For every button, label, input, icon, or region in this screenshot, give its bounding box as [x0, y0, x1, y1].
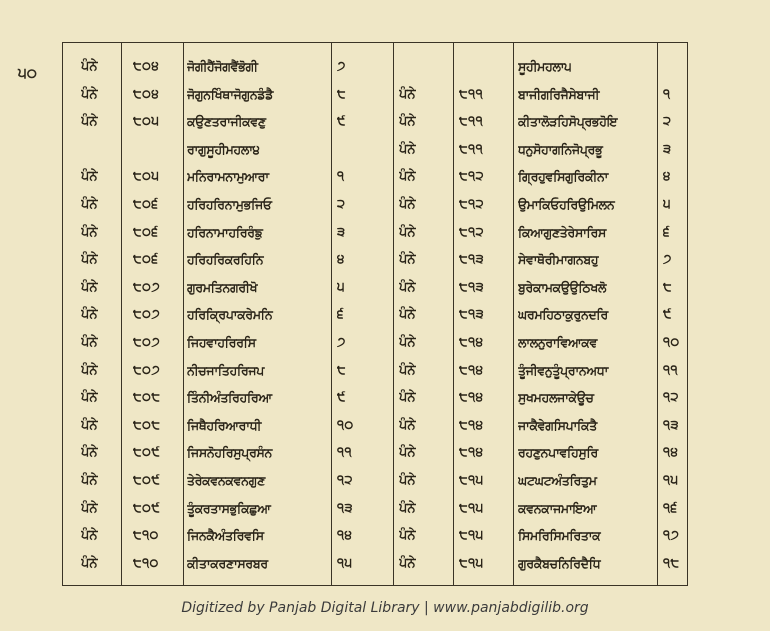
cell-r1: ਪੰਨੇ — [399, 197, 416, 212]
table-row — [63, 193, 687, 217]
cell-r1: ਪੰਨੇ — [399, 500, 416, 516]
cell-l2: ੮੦੪ — [133, 86, 160, 102]
cell-l3: ਜੋਗੀਹੈਂਜੋਗਵੈਂਭੋਗੀ — [187, 59, 258, 74]
cell-l1: ਪੰਨੇ — [81, 59, 98, 74]
cell-l1: ਪੰਨੇ — [81, 169, 98, 185]
table-row — [63, 497, 687, 521]
cell-r1: ਪੰਨੇ — [399, 224, 416, 240]
cell-l1: ਪੰਨੇ — [81, 114, 98, 130]
cell-r3: ਸੇਵਾਥੋਰੀਮਾਗਨਬਹੁ — [518, 252, 599, 268]
cell-l1: ਪੰਨੇ — [81, 307, 98, 323]
cell-r1: ਪੰਨੇ — [399, 390, 416, 406]
cell-r1: ਪੰਨੇ — [399, 528, 416, 544]
cell-l2: ੮੦੬ — [133, 197, 159, 212]
page-number: ੫੦ — [18, 64, 37, 82]
cell-l3: ਹਰਿਕ੍ਰਿਪਾਕਰੇਮਨਿ — [187, 307, 273, 323]
cell-r3: ਲਾਲਨੁਰਾਵਿਆਕਵ — [518, 335, 598, 350]
cell-l2: ੮੦੭ — [133, 335, 161, 350]
cell-l4: ੩ — [337, 224, 346, 240]
table-row — [63, 524, 687, 548]
cell-l4: ੮ — [337, 362, 347, 378]
cell-l3: ਹਰਿਨਾਮਾਹਰਿਰੰਙੁ — [187, 224, 263, 240]
cell-l3: ਜੋਗੁਨਖਿੰਥਾਜੋਗੁਨਡੰਡੈ — [187, 86, 274, 102]
cell-r4: ੪ — [663, 169, 671, 185]
cell-l4: ੧੩ — [337, 500, 354, 516]
cell-l2: ੮੦੯ — [133, 473, 161, 488]
cell-l1: ਪੰਨੇ — [81, 528, 98, 544]
table-row — [63, 469, 687, 493]
cell-l1: ਪੰਨੇ — [81, 86, 98, 102]
cell-l3: ਜਿਸਨੋਹਰਿਸੁਪ੍ਰਸੰਨ — [187, 445, 273, 461]
cell-r2: ੮੧੫ — [459, 473, 484, 488]
cell-r1: ਪੰਨੇ — [399, 473, 416, 488]
cell-l1: ਪੰਨੇ — [81, 224, 98, 240]
cell-r1: ਪੰਨੇ — [399, 445, 416, 461]
table-row — [63, 441, 687, 465]
table-row — [63, 414, 687, 438]
cell-r4: ੧੪ — [663, 445, 679, 461]
table-row — [63, 138, 687, 162]
cell-l1: ਪੰਨੇ — [81, 335, 98, 350]
cell-r3: ਰਹਣੁਨਪਾਵਹਿਸੁਰਿ — [518, 445, 598, 461]
cell-l2: ੮੦੪ — [133, 59, 160, 74]
cell-r4: ੨ — [663, 114, 672, 130]
cell-l3: ਤਿੰਨੀਅੰਤਰਿਹਰਿਆ — [187, 390, 272, 406]
cell-l3: ਤੇਰੇਕਵਨਕਵਨਗੁਣ — [187, 473, 265, 488]
cell-r2: ੮੧੫ — [459, 528, 484, 544]
cell-l4: ੧੪ — [337, 528, 353, 544]
cell-l2 — [133, 138, 181, 162]
cell-r3: ਸਿਮਰਿਸਿਮਰਿਤਾਕ — [518, 528, 601, 544]
cell-r4: ੧੩ — [663, 417, 680, 433]
cell-r1: ਪੰਨੇ — [399, 86, 416, 102]
cell-r3: ਘਟਘਟਅੰਤਰਿਤੁਮ — [518, 473, 597, 488]
cell-r2: ੮੧੧ — [459, 114, 484, 130]
table-row — [63, 552, 687, 576]
cell-l2: ੮੧੦ — [133, 555, 159, 571]
cell-r2: ੮੧੧ — [459, 141, 484, 157]
cell-r3: ਕਿਆਗੁਣਤੇਰੇਸਾਰਿਸ — [518, 224, 607, 240]
cell-r4: ੧੮ — [663, 555, 680, 571]
cell-r2: ੮੧੪ — [459, 390, 484, 406]
cell-l4: ੧੫ — [337, 555, 353, 571]
table-row — [63, 303, 687, 327]
cell-r1: ਪੰਨੇ — [399, 252, 416, 268]
cell-r4: ੧੨ — [663, 390, 680, 406]
table-row — [63, 83, 687, 107]
cell-l2: ੮੦੮ — [133, 390, 161, 406]
cell-r1: ਪੰਨੇ — [399, 279, 416, 295]
cell-l4: ੧੨ — [337, 473, 354, 488]
cell-l4 — [337, 138, 391, 162]
cell-l1: ਪੰਨੇ — [81, 417, 98, 433]
cell-r2: ੮੧੪ — [459, 445, 484, 461]
cell-r3: ਬੁਰੇਕਾਮਕਉਉਠਿਖਲੋ — [518, 279, 607, 295]
cell-l4: ੭ — [337, 59, 346, 74]
cell-r4: ੭ — [663, 252, 672, 268]
cell-l2: ੮੦੬ — [133, 224, 159, 240]
cell-r1: ਪੰਨੇ — [399, 307, 416, 323]
table-row — [63, 276, 687, 300]
cell-l3: ਜਿਹਵਾਹਰਿਰਸਿ — [187, 335, 256, 350]
cell-l2: ੮੦੯ — [133, 500, 161, 516]
cell-l1: ਪੰਨੇ — [81, 390, 98, 406]
cell-r2 — [459, 55, 511, 79]
digitization-footer: Digitized by Panjab Digital Library | www.panjabdigilib.org — [181, 600, 589, 616]
cell-l4: ੧ — [337, 169, 345, 185]
table-row — [63, 359, 687, 383]
cell-l4: ੭ — [337, 335, 346, 350]
cell-l1: ਪੰਨੇ — [81, 445, 98, 461]
cell-r3: ਕੀਤਾਲੋੜਹਿਸੋਪ੍ਰਭਹੋਇ — [518, 114, 618, 130]
cell-r4: ੧੬ — [663, 500, 678, 516]
cell-l3: ਗੁਰਮਤਿਨਗਰੀਖੋ — [187, 279, 258, 295]
cell-r3: ਬਾਜੀਗਰਿਜੈਸੇਬਾਜੀ — [518, 86, 600, 102]
cell-r2: ੮੧੫ — [459, 500, 484, 516]
table-row — [63, 165, 687, 189]
cell-r1: ਪੰਨੇ — [399, 114, 416, 130]
cell-r4: ੫ — [663, 197, 672, 212]
cell-l1: ਪੰਨੇ — [81, 252, 98, 268]
cell-l1 — [81, 138, 119, 162]
cell-r2: ੮੧੩ — [459, 279, 485, 295]
cell-r4 — [663, 55, 687, 79]
cell-l2: ੮੦੭ — [133, 362, 161, 378]
table-row — [63, 110, 687, 134]
cell-l3: ਰਾਗੁਸੂਹੀਮਹਲਾ੪ — [187, 141, 260, 157]
cell-l1: ਪੰਨੇ — [81, 500, 98, 516]
cell-r4: ੩ — [663, 141, 672, 157]
cell-l2: ੮੦੯ — [133, 445, 161, 461]
cell-r1: ਪੰਨੇ — [399, 362, 416, 378]
cell-r4: ੧੧ — [663, 362, 679, 378]
cell-r2: ੮੧੨ — [459, 224, 485, 240]
cell-r3: ਤੂੰਜੀਵਨੁਤੂੰਪ੍ਰਾਨਅਧਾ — [518, 362, 608, 378]
cell-l2: ੮੧੦ — [133, 528, 159, 544]
cell-l3: ਤੂੰਕਰਤਾਸਭੁਕਿਛੁਆ — [187, 500, 271, 516]
cell-l4: ੯ — [337, 390, 347, 406]
cell-l3: ਜਿਥੈਹਰਿਆਰਾਧੀ — [187, 417, 262, 433]
cell-r2: ੮੧੧ — [459, 86, 484, 102]
table-row — [63, 248, 687, 272]
cell-l2: ੮੦੭ — [133, 307, 161, 323]
cell-r1 — [399, 55, 451, 79]
cell-r3: ਗ੍ਰਿਹੁਵਸਿਗੁਰਿਕੀਨਾ — [518, 169, 609, 185]
cell-r1: ਪੰਨੇ — [399, 335, 416, 350]
cell-r2: ੮੧੪ — [459, 362, 484, 378]
cell-r2: ੮੧੪ — [459, 417, 484, 433]
cell-r1: ਪੰਨੇ — [399, 417, 416, 433]
cell-r1: ਪੰਨੇ — [399, 169, 416, 185]
cell-r4: ੧੫ — [663, 473, 679, 488]
cell-l4: ੧੦ — [337, 417, 354, 433]
cell-r4: ੮ — [663, 279, 673, 295]
cell-l2: ੮੦੮ — [133, 417, 161, 433]
cell-l2: ੮੦੭ — [133, 279, 161, 295]
cell-l2: ੮੦੫ — [133, 169, 160, 185]
cell-r1: ਪੰਨੇ — [399, 141, 416, 157]
cell-l2: ੮੦੫ — [133, 114, 160, 130]
cell-l1: ਪੰਨੇ — [81, 555, 98, 571]
cell-l1: ਪੰਨੇ — [81, 279, 98, 295]
cell-l3: ਹਰਿਹਰਿਕਰਹਿਨਿ — [187, 252, 264, 268]
cell-r2: ੮੧੨ — [459, 197, 485, 212]
table-row — [63, 55, 687, 79]
table-row — [63, 331, 687, 355]
cell-r2: ੮੧੩ — [459, 252, 485, 268]
cell-r3: ਧਨੁਸੋਹਾਗਨਿਜੋਪ੍ਰਭੂ — [518, 141, 603, 157]
cell-l1: ਪੰਨੇ — [81, 362, 98, 378]
cell-r3: ਸੁਖਮਹਲਜਾਕੇਊਚ — [518, 390, 594, 406]
cell-l3: ਹਰਿਹਰਿਨਾਮੁਭਜਿਓ — [187, 197, 272, 212]
cell-r2: ੮੧੩ — [459, 307, 485, 323]
cell-r4: ੬ — [663, 224, 671, 240]
cell-r3: ਕਵਨਕਾਜਮਾਇਆ — [518, 500, 597, 516]
cell-r2: ੮੧੪ — [459, 335, 484, 350]
cell-l4: ੬ — [337, 307, 345, 323]
cell-l1: ਪੰਨੇ — [81, 473, 98, 488]
cell-r3: ਉਮਾਕਿਓਹਰਿਉਮਿਲਨ — [518, 197, 615, 212]
cell-l4: ੯ — [337, 114, 347, 130]
cell-l4: ੫ — [337, 279, 346, 295]
cell-l4: ੪ — [337, 252, 345, 268]
index-table — [62, 42, 688, 586]
cell-r3: ਜਾਕੈਵੇਗਸਿਪਾਕਿਤੈ — [518, 417, 597, 433]
cell-r3: ਘਰਮਹਿਠਾਕੁਰੁਨਦਰਿ — [518, 307, 608, 323]
cell-l4: ੨ — [337, 197, 346, 212]
cell-r4: ੧ — [663, 86, 671, 102]
cell-r1: ਪੰਨੇ — [399, 555, 416, 571]
cell-l4: ੧੧ — [337, 445, 353, 461]
cell-l3: ਕੀਤਾਕਰਣਾਸਰਬਰ — [187, 555, 268, 571]
cell-r2: ੮੧੨ — [459, 169, 485, 185]
cell-r2: ੮੧੫ — [459, 555, 484, 571]
cell-l2: ੮੦੬ — [133, 252, 159, 268]
table-row — [63, 221, 687, 245]
cell-l3: ਮਨਿਰਾਮਨਾਮੁਆਰਾ — [187, 169, 269, 185]
cell-r4: ੧੭ — [663, 528, 680, 544]
cell-l3: ਨੀਚਜਾਤਿਹਰਿਜਪ — [187, 362, 265, 378]
cell-l3: ਕਉਣਤਰਾਜੀਕਵਣੁ — [187, 114, 266, 130]
cell-r4: ੧੦ — [663, 335, 680, 350]
cell-l1: ਪੰਨੇ — [81, 197, 98, 212]
cell-l3: ਜਿਨਕੈਅੰਤਰਿਵਸਿ — [187, 528, 264, 544]
cell-r3: ਗੁਰਕੈਬਚਨਿਰਿਦੈਧਿ — [518, 555, 601, 571]
cell-l4: ੮ — [337, 86, 347, 102]
table-row — [63, 386, 687, 410]
cell-r4: ੯ — [663, 307, 673, 323]
cell-r3: ਸੂਹੀਮਹਲਾ੫ — [518, 59, 572, 74]
